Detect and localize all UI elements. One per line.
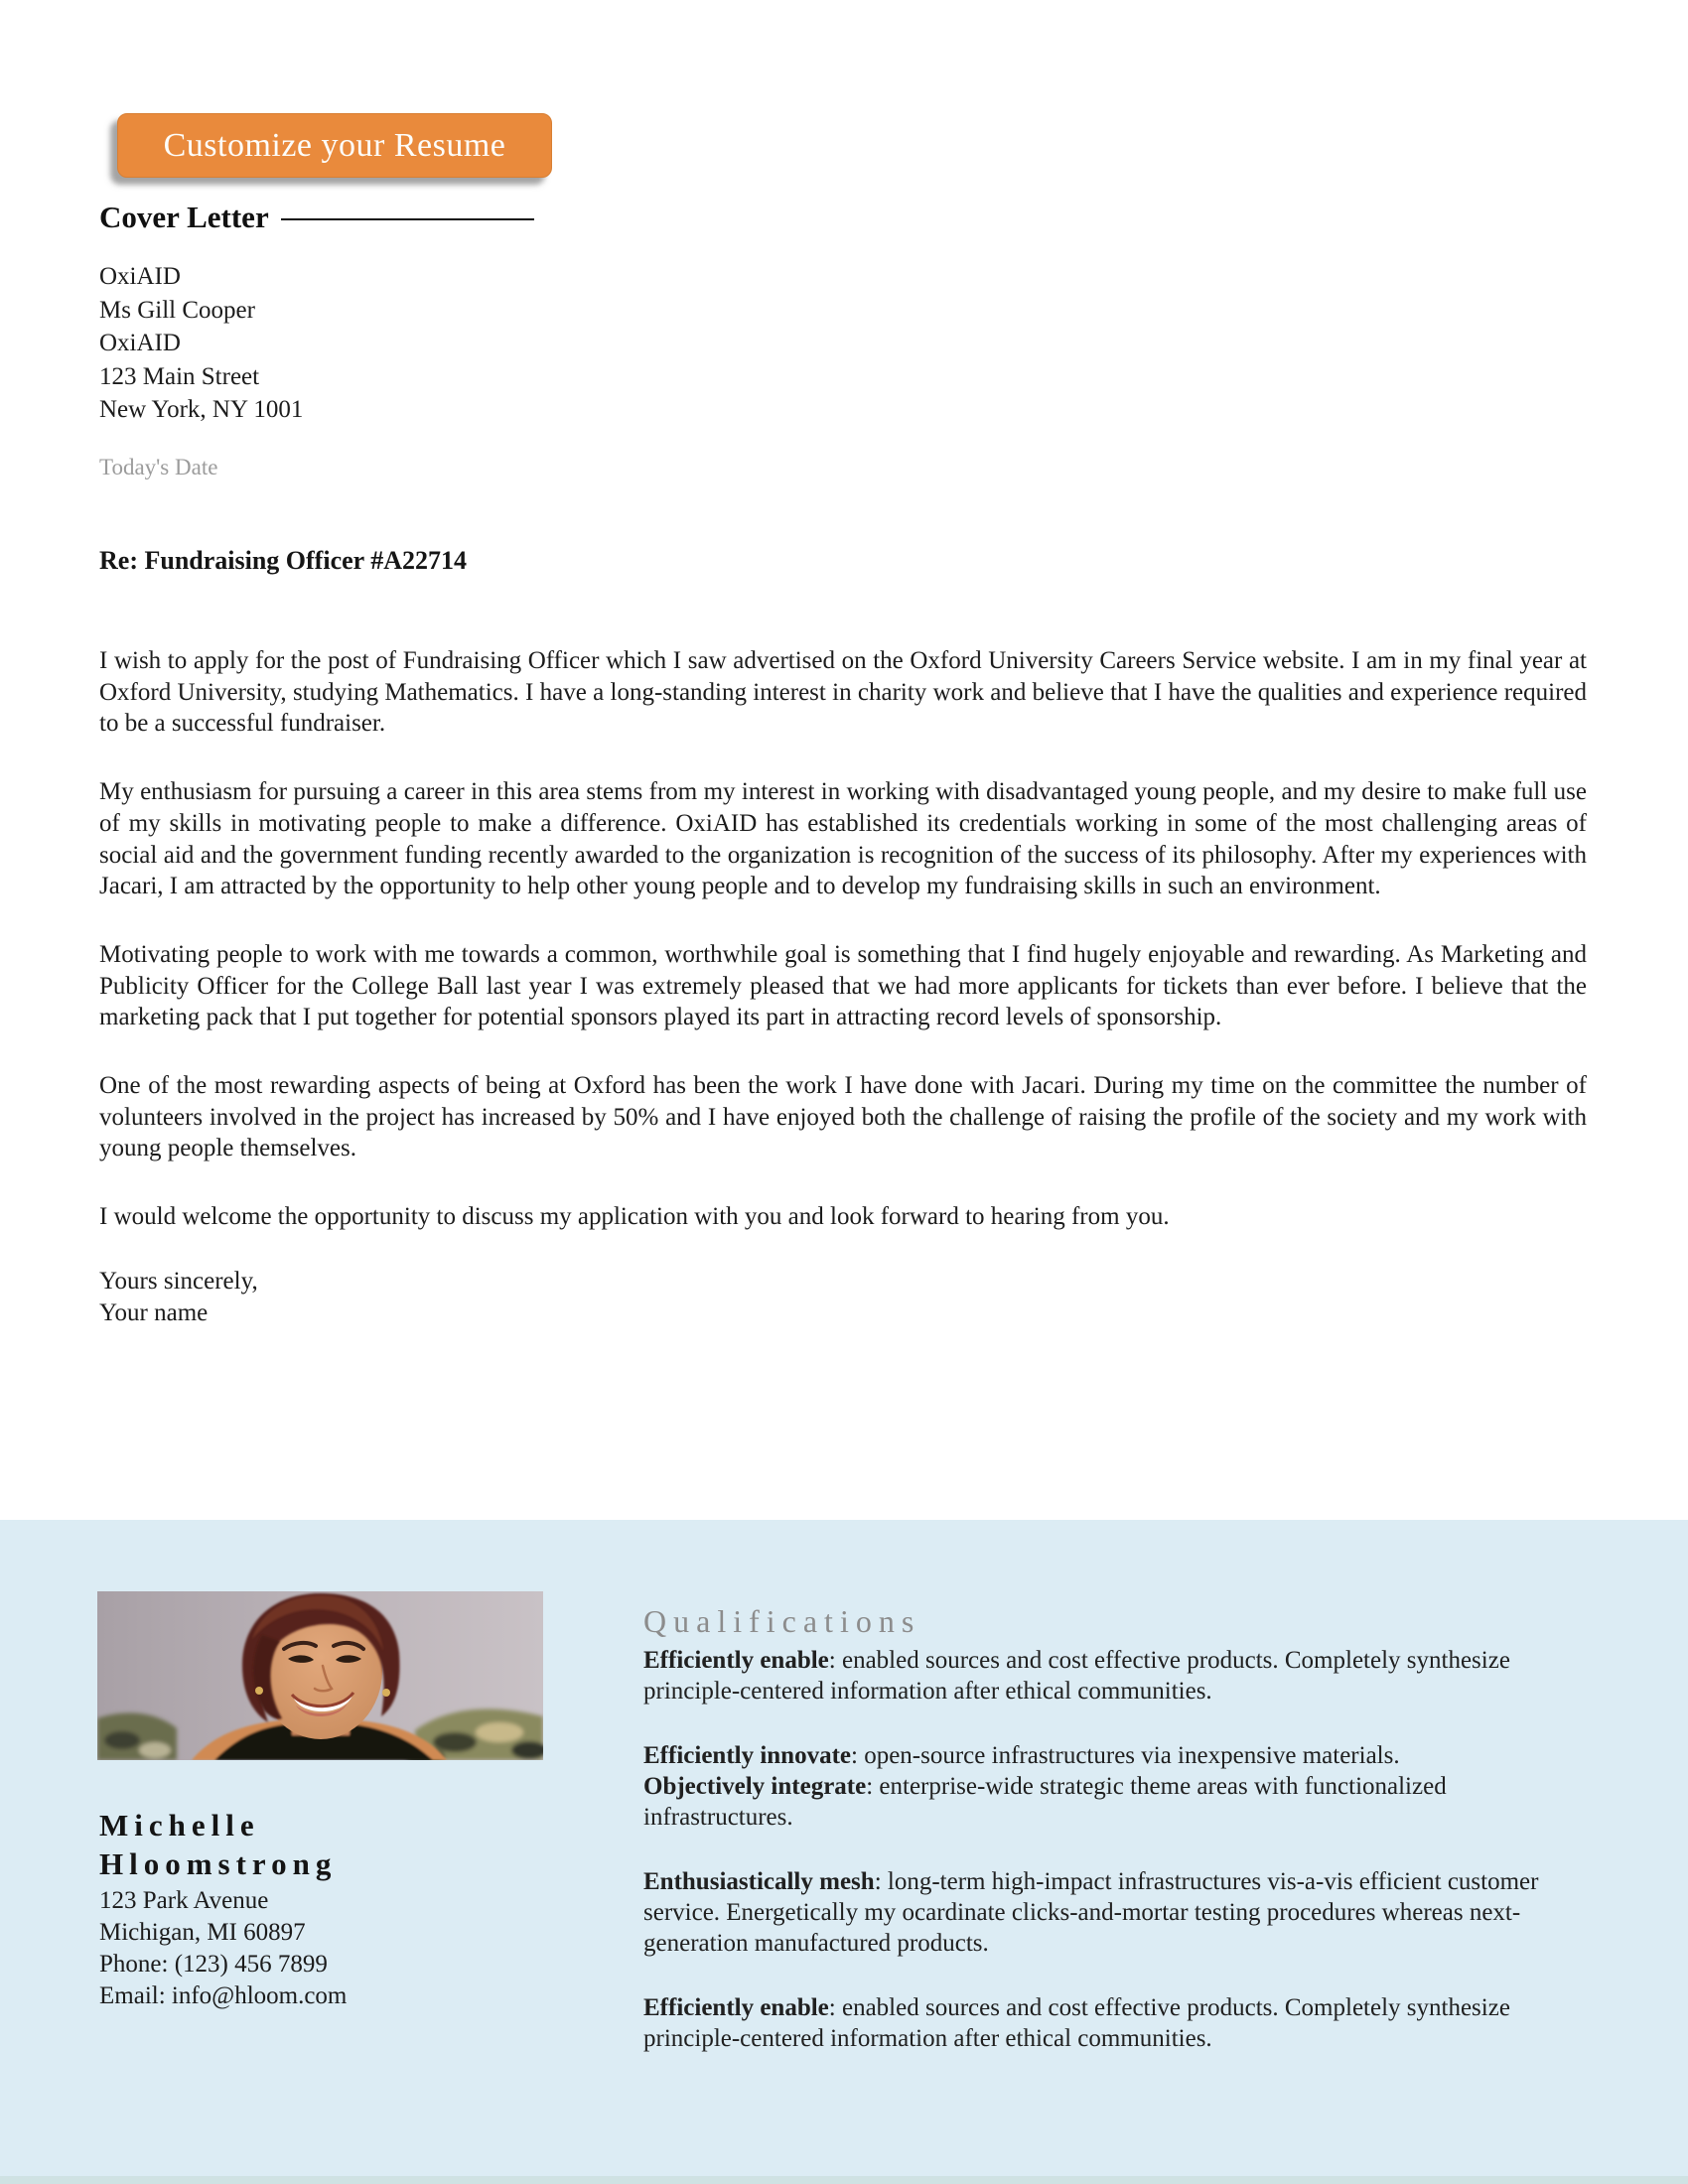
letter-paragraph: I wish to apply for the post of Fundraising Officer which I saw advertised on the Oxford University Careers Service website. I am in my final year at Oxford University, studying Mathematics. I have a long-standing interest in charity work and believe that I have the qualities and experience required to be a successful fundraiser. [99,647,1587,738]
letter-body [99,645,1587,1329]
qualification-item [643,1645,1589,1706]
profile-name [99,1806,337,1883]
letter-closing [99,1266,1587,1329]
subject-line: Re: Fundraising Officer #A22714 [99,546,467,575]
letter-paragraph: One of the most rewarding aspects of being at Oxford has been the work I have done with Jacari. During my time on the committee the number of volunteers involved in the project has increased by 50% and I have enjoyed both the challenge of raising the profile of the society and my work with young people themselves. [99,1072,1587,1162]
contact-footer [0,1520,1688,2184]
customize-resume-button-label: Customize your Resume [163,126,506,164]
closing-salutation: Yours sincerely, [99,1267,258,1295]
recipient-line: OxiAID [99,330,181,356]
letter-paragraph: Motivating people to work with me towards a common, worthwhile goal is something that I find hugely enjoyable and rewarding. As Marketing and Publicity Officer for the College Ball last year I was extremely pleased that we had more applicants for tickets than ever before. I believe that the marketing pack that I put together for potential sponsors played its part in attracting record levels of sponsorship. [99,940,1587,1031]
qualification-text: : enterprise-wide strategic theme areas with functionalized infrastructures. [643,1773,1447,1831]
qualification-item [643,1992,1589,2054]
profile-name-last: Hloomstrong [99,1846,338,1881]
qualification-text: : enabled sources and cost effective products. Completely synthesize principle-centered information after ethical communities. [643,1994,1510,2052]
qualification-lead: Efficiently enable [643,1647,829,1674]
qualification-text: : long-term high-impact infrastructures vis-a-vis efficient customer service. Energetically my ocardinate clicks-and-mortar testing procedures whereas next-generation manufactured products. [643,1868,1539,1957]
letter-paragraph: My enthusiasm for pursuing a career in this area stems from my interest in working with disadvantaged young people, and my desire to make full use of my skills in motivating people to make a difference. OxiAID has established its credentials working in some of the most challenging areas of social aid and the government funding recently awarded to the organization is recognition of the success of its philosophy. After my experiences with Jacari, I am attracted by the opportunity to help other young people and to develop my fundraising skills in such an environment. [99,778,1587,900]
recipient-line: OxiAID [99,263,181,290]
profile-phone: Phone: (123) 456 7899 [99,1951,328,1978]
qualification-lead: Objectively integrate [643,1773,867,1800]
profile-contact-block [99,1885,347,2012]
qualifications-heading: Qualifications [643,1603,921,1639]
recipient-line: 123 Main Street [99,362,260,390]
qualification-lead: Enthusiastically mesh [643,1868,875,1895]
profile-name-first: Michelle [99,1808,260,1843]
profile-email: Email: info@hloom.com [99,1982,348,2009]
qualification-item [643,1740,1589,1833]
qualification-lead: Efficiently enable [643,1994,829,2021]
date-placeholder: Today's Date [99,455,218,479]
recipient-line: Ms Gill Cooper [99,296,255,324]
qualification-item [643,1866,1589,1959]
qualifications-section [643,1601,1589,2088]
qualification-lead: Efficiently innovate [643,1742,852,1769]
profile-photo [97,1591,543,1760]
recipient-line: New York, NY 1001 [99,396,304,423]
profile-address-line: 123 Park Avenue [99,1887,269,1914]
closing-signature: Your name [99,1298,209,1326]
heading-rule-line [281,218,534,220]
cover-letter-heading: Cover Letter [99,200,269,234]
footer-bottom-strip [0,2176,1688,2184]
recipient-address-block [99,260,303,427]
letter-paragraph: I would welcome the opportunity to discuss my application with you and look forward to hearing from you. [99,1203,1170,1231]
profile-address-line: Michigan, MI 60897 [99,1919,306,1946]
cover-letter-heading-row [99,202,534,232]
qualification-text: : open-source infrastructures via inexpensive materials. [851,1742,1400,1769]
qualification-text: : enabled sources and cost effective products. Completely synthesize principle-centered information after ethical communities. [643,1647,1510,1705]
customize-resume-button[interactable] [117,113,552,178]
